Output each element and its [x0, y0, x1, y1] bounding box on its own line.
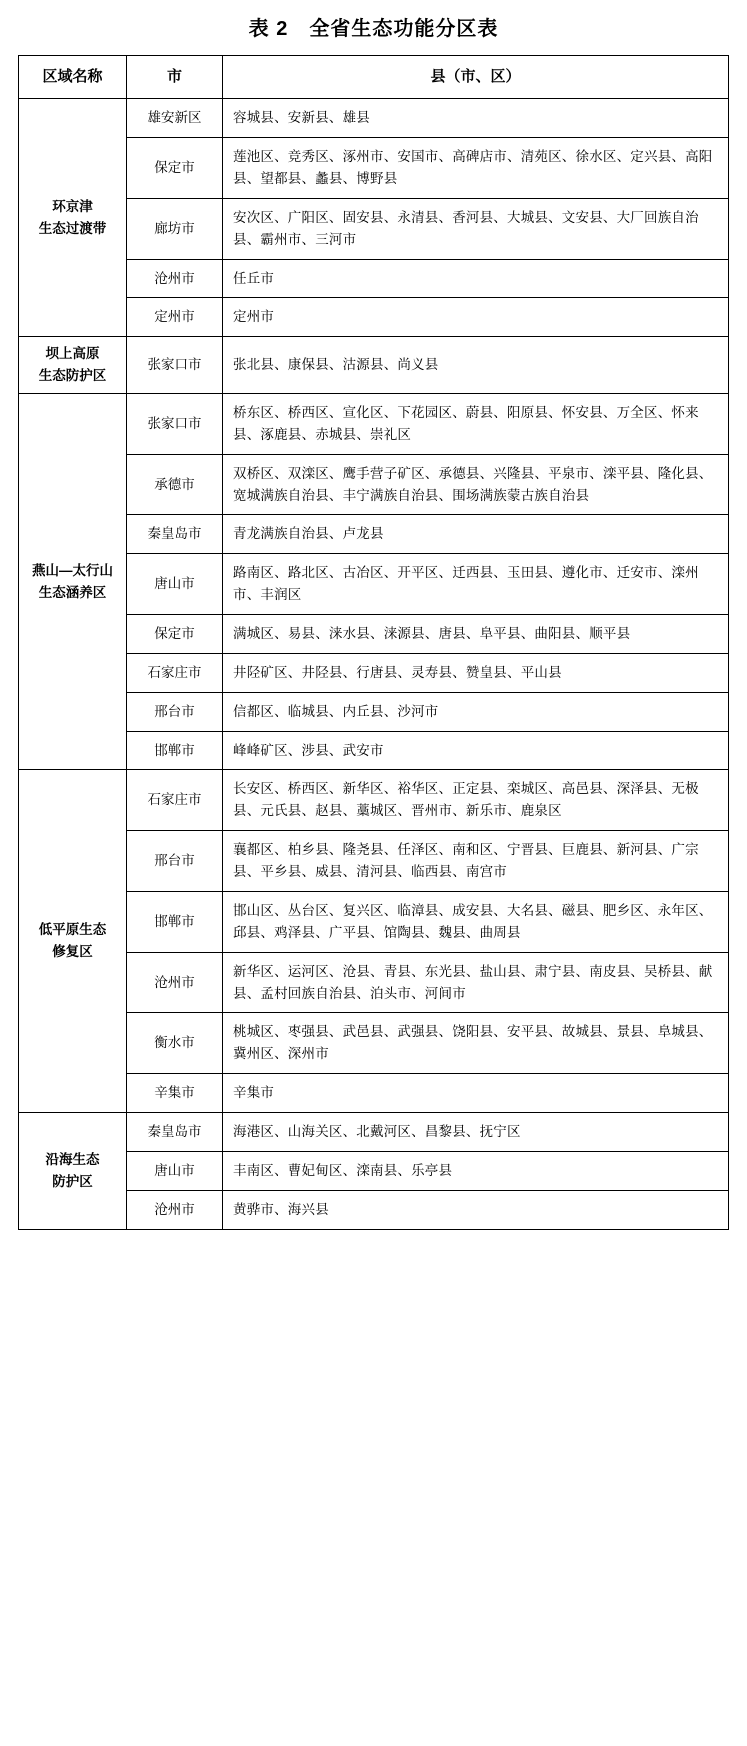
region-name-line: 环京津 — [52, 198, 93, 214]
region-name-cell — [19, 394, 127, 770]
region-name-line: 生态防护区 — [38, 368, 107, 384]
city-cell: 廊坊市 — [127, 198, 223, 259]
counties-cell: 辛集市 — [223, 1074, 729, 1113]
city-cell: 保定市 — [127, 615, 223, 654]
city-cell: 衡水市 — [127, 1013, 223, 1074]
city-cell: 定州市 — [127, 298, 223, 337]
counties-cell: 信都区、临城县、内丘县、沙河市 — [223, 692, 729, 731]
city-cell: 秦皇岛市 — [127, 1112, 223, 1151]
city-cell: 邢台市 — [127, 692, 223, 731]
column-header-region: 区域名称 — [19, 56, 127, 99]
counties-cell: 桃城区、枣强县、武邑县、武强县、饶阳县、安平县、故城县、景县、阜城县、冀州区、深州市 — [223, 1013, 729, 1074]
counties-cell: 峰峰矿区、涉县、武安市 — [223, 731, 729, 770]
city-cell: 石家庄市 — [127, 770, 223, 831]
table-row — [19, 770, 729, 831]
counties-cell: 路南区、路北区、古冶区、开平区、迁西县、玉田县、遵化市、迁安市、滦州市、丰润区 — [223, 554, 729, 615]
region-name-cell — [19, 99, 127, 337]
city-cell: 秦皇岛市 — [127, 515, 223, 554]
table-header-row — [19, 56, 729, 99]
city-cell: 唐山市 — [127, 554, 223, 615]
counties-cell: 容城县、安新县、雄县 — [223, 99, 729, 138]
counties-cell: 丰南区、曹妃甸区、滦南县、乐亭县 — [223, 1151, 729, 1190]
table-row — [19, 99, 729, 138]
counties-cell: 邯山区、丛台区、复兴区、临漳县、成安县、大名县、磁县、肥乡区、永年区、邱县、鸡泽县、广平县、馆陶县、魏县、曲周县 — [223, 891, 729, 952]
counties-cell: 桥东区、桥西区、宣化区、下花园区、蔚县、阳原县、怀安县、万全区、怀来县、涿鹿县、赤城县、崇礼区 — [223, 394, 729, 455]
ecological-function-zoning-table — [18, 55, 729, 1230]
counties-cell: 青龙满族自治县、卢龙县 — [223, 515, 729, 554]
region-name-line: 防护区 — [52, 1173, 93, 1189]
city-cell: 张家口市 — [127, 337, 223, 394]
city-cell: 邯郸市 — [127, 731, 223, 770]
city-cell: 张家口市 — [127, 394, 223, 455]
counties-cell: 双桥区、双滦区、鹰手营子矿区、承德县、兴隆县、平泉市、滦平县、隆化县、宽城满族自治县、丰宁满族自治县、围场满族蒙古族自治县 — [223, 454, 729, 515]
counties-cell: 海港区、山海关区、北戴河区、昌黎县、抚宁区 — [223, 1112, 729, 1151]
city-cell: 沧州市 — [127, 952, 223, 1013]
region-name-line: 生态涵养区 — [38, 584, 107, 600]
counties-cell: 莲池区、竞秀区、涿州市、安国市、高碑店市、清苑区、徐水区、定兴县、高阳县、望都县、蠡县、博野县 — [223, 138, 729, 199]
region-name-line: 坝上高原 — [45, 346, 100, 362]
region-name-cell — [19, 1112, 127, 1229]
region-name-cell — [19, 770, 127, 1112]
column-header-counties: 县（市、区） — [223, 56, 729, 99]
counties-cell: 井陉矿区、井陉县、行唐县、灵寿县、赞皇县、平山县 — [223, 653, 729, 692]
table-row — [19, 337, 729, 394]
city-cell: 辛集市 — [127, 1074, 223, 1113]
city-cell: 保定市 — [127, 138, 223, 199]
region-name-line: 低平原生态 — [38, 922, 107, 938]
region-name-cell — [19, 337, 127, 394]
city-cell: 邢台市 — [127, 831, 223, 892]
city-cell: 邯郸市 — [127, 891, 223, 952]
table-row — [19, 1112, 729, 1151]
region-name-line: 沿海生态 — [45, 1151, 100, 1167]
counties-cell: 任丘市 — [223, 259, 729, 298]
counties-cell: 定州市 — [223, 298, 729, 337]
city-cell: 唐山市 — [127, 1151, 223, 1190]
city-cell: 承德市 — [127, 454, 223, 515]
counties-cell: 张北县、康保县、沽源县、尚义县 — [223, 337, 729, 394]
counties-cell: 襄都区、柏乡县、隆尧县、任泽区、南和区、宁晋县、巨鹿县、新河县、广宗县、平乡县、威县、清河县、临西县、南宫市 — [223, 831, 729, 892]
region-name-line: 燕山—太行山 — [32, 562, 113, 578]
region-name-line: 修复区 — [52, 944, 93, 960]
city-cell: 雄安新区 — [127, 99, 223, 138]
page-title: 表 2 全省生态功能分区表 — [248, 18, 499, 40]
city-cell: 沧州市 — [127, 1190, 223, 1229]
counties-cell: 长安区、桥西区、新华区、裕华区、正定县、栾城区、高邑县、深泽县、无极县、元氏县、赵县、藁城区、晋州市、新乐市、鹿泉区 — [223, 770, 729, 831]
counties-cell: 黄骅市、海兴县 — [223, 1190, 729, 1229]
city-cell: 沧州市 — [127, 259, 223, 298]
city-cell: 石家庄市 — [127, 653, 223, 692]
counties-cell: 安次区、广阳区、固安县、永清县、香河县、大城县、文安县、大厂回族自治县、霸州市、三河市 — [223, 198, 729, 259]
counties-cell: 新华区、运河区、沧县、青县、东光县、盐山县、肃宁县、南皮县、吴桥县、献县、孟村回族自治县、泊头市、河间市 — [223, 952, 729, 1013]
table-row — [19, 394, 729, 455]
counties-cell: 满城区、易县、涞水县、涞源县、唐县、阜平县、曲阳县、顺平县 — [223, 615, 729, 654]
column-header-city: 市 — [127, 56, 223, 99]
region-name-line: 生态过渡带 — [38, 220, 107, 236]
